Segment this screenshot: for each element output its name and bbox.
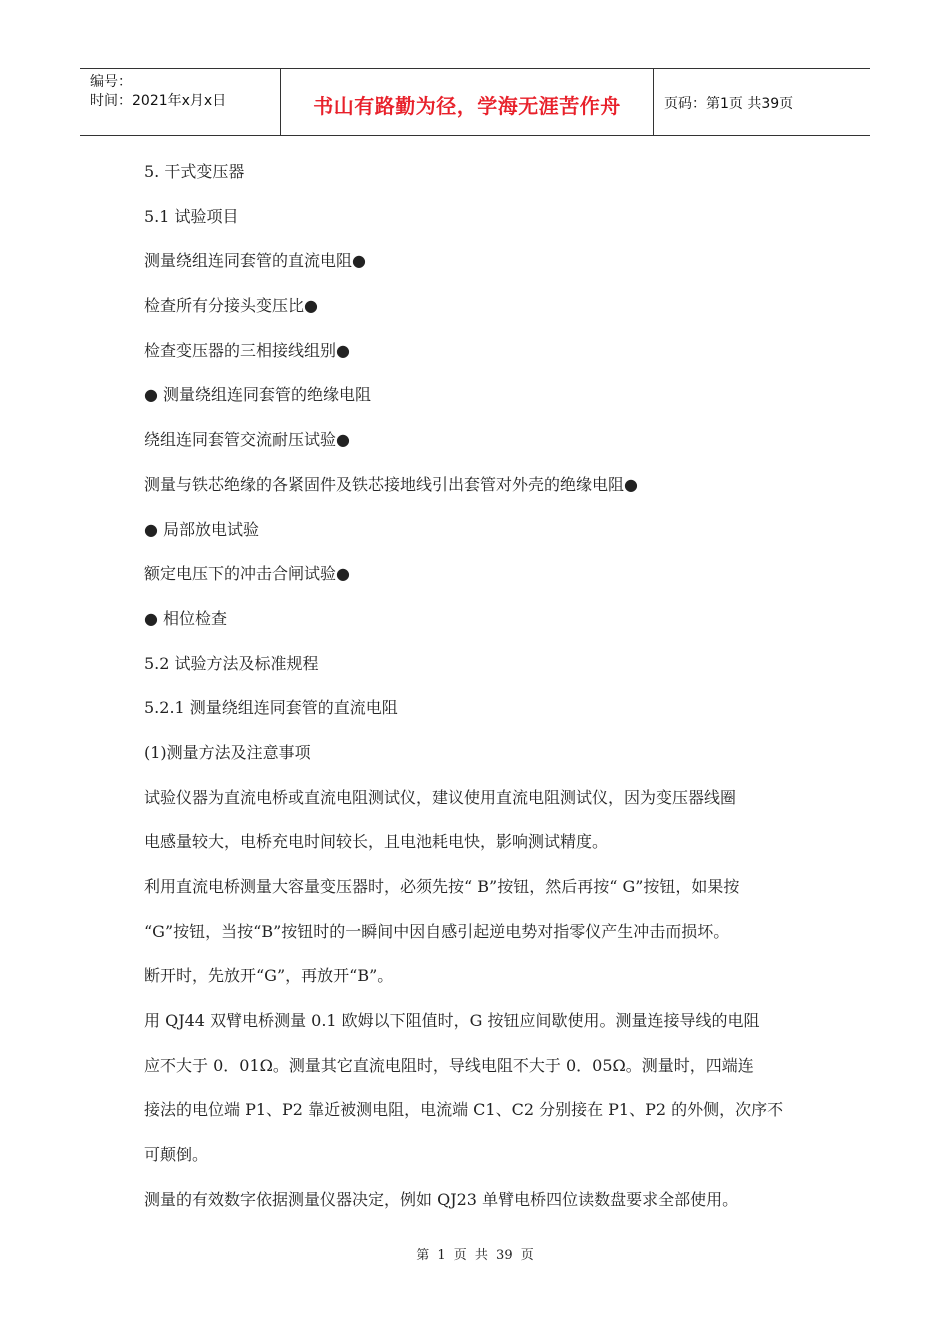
page-header [80, 68, 870, 136]
header-page-info: 页码：第1页 共39页 [664, 96, 794, 112]
paragraph-line: “G”按钮，当按“B”按钮时的一瞬间中因自感引起逆电势对指零仪产生冲击而损坏。 [144, 921, 730, 941]
paragraph-line: 试验仪器为直流电桥或直流电阻测试仪，建议使用直流电阻测试仪，因为变压器线圈 [144, 787, 737, 807]
test-item: 额定电压下的冲击合闸试验● [144, 564, 350, 584]
test-item: ● 相位检查 [144, 608, 228, 628]
test-item: ● 测量绕组连同套管的绝缘电阻 [144, 385, 372, 405]
paragraph-line: 接法的电位端 P1、P2 靠近被测电阻，电流端 C1、C2 分别接在 P1、P2 的外侧，次序不 [144, 1100, 784, 1120]
subsection-heading: 5.1 试验项目 [144, 206, 239, 226]
subsection-heading: 5.2.1 测量绕组连同套管的直流电阻 [144, 698, 398, 718]
paragraph-line: 断开时，先放开“G”，再放开“B”。 [144, 966, 394, 986]
test-item: 绕组连同套管交流耐压试验● [144, 430, 350, 450]
test-item: 测量绕组连同套管的直流电阻● [144, 251, 366, 271]
document-body [144, 154, 814, 1227]
section-heading: 5. 干式变压器 [144, 162, 245, 181]
paragraph-line: 测量的有效数字依据测量仪器决定，例如 QJ23 单臂电桥四位读数盘要求全部使用。 [144, 1189, 739, 1209]
paragraph-line: 可颠倒。 [144, 1145, 209, 1165]
document-date-label: 时间：2021年x月x日 [90, 93, 227, 109]
document-number-label: 编号： [90, 74, 132, 90]
subsection-heading: 5.2 试验方法及标准规程 [144, 653, 319, 673]
paragraph-line: 利用直流电桥测量大容量变压器时，必须先按“ B”按钮，然后再按“ G”按钮，如果按 [144, 877, 740, 896]
paragraph-heading: (1)测量方法及注意事项 [144, 742, 311, 762]
page-footer: 第 1 页 共 39 页 [416, 1248, 534, 1263]
header-motto-cell [281, 69, 654, 135]
paragraph-line: 应不大于 0．01Ω。测量其它直流电阻时，导线电阻不大于 0．05Ω。测量时，四端连 [144, 1055, 754, 1075]
header-page-info-cell [654, 69, 870, 135]
paragraph-line: 用 QJ44 双臂电桥测量 0.1 欧姆以下阻值时，G 按钮应间歇使用。测量连接导线的电阻 [144, 1011, 760, 1031]
test-item: ● 局部放电试验 [144, 519, 260, 539]
test-item: 检查变压器的三相接线组别● [144, 340, 350, 360]
test-item: 检查所有分接头变压比● [144, 296, 318, 316]
header-meta [80, 69, 281, 135]
header-motto: 书山有路勤为径，学海无涯苦作舟 [313, 93, 621, 118]
test-item: 测量与铁芯绝缘的各紧固件及铁芯接地线引出套管对外壳的绝缘电阻● [144, 474, 638, 494]
paragraph-line: 电感量较大，电桥充电时间较长，且电池耗电快，影响测试精度。 [144, 832, 609, 852]
